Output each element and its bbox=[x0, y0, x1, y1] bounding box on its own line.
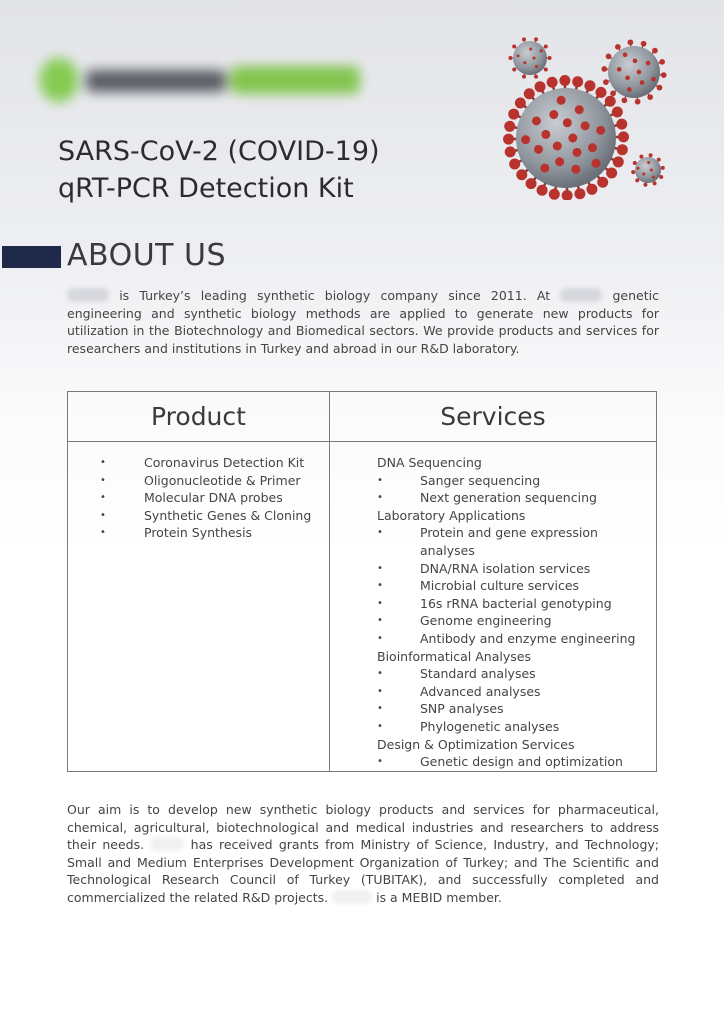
service-group-title: DNA Sequencing bbox=[377, 455, 482, 470]
service-group-items bbox=[330, 524, 656, 647]
document-title bbox=[58, 133, 478, 207]
products-services-table bbox=[67, 391, 657, 772]
aim-text-3: is a MEBID member. bbox=[376, 889, 502, 905]
service-group-title: Bioinformatical Analyses bbox=[377, 648, 531, 664]
company-logo bbox=[40, 52, 370, 112]
coronavirus-illustration-icon bbox=[500, 30, 670, 200]
service-list-item: • Microbial culture services bbox=[330, 577, 656, 595]
redacted-name bbox=[332, 890, 372, 904]
service-list-item: • DNA/RNA isolation services bbox=[330, 560, 656, 578]
service-list-item: • 16s rRNA bacterial genotyping bbox=[330, 595, 656, 613]
aim-text-2: has received grants from Ministry of Science, Industry, and Technology; Small and Medium Enterprises Development Organization of Turkey; and The Scientific and Technological Research Council of Turkey (TUBITAK), and successfully completed and commercialized the related R&D projects. bbox=[67, 837, 659, 905]
logo-mark-icon bbox=[40, 58, 78, 102]
section-accent-bar bbox=[2, 246, 61, 268]
service-list-item: • Advanced analyses bbox=[330, 683, 656, 701]
service-group-items bbox=[330, 665, 656, 735]
service-list-item: • Protein and gene expression analyses bbox=[330, 524, 656, 559]
services-list bbox=[330, 454, 656, 771]
product-list-item: • Oligonucleotide & Primer bbox=[68, 472, 329, 490]
service-group-items bbox=[330, 472, 656, 507]
about-heading: ABOUT US bbox=[67, 238, 227, 273]
product-list-item: • Coronavirus Detection Kit bbox=[68, 454, 329, 472]
service-list-item: • Standard analyses bbox=[330, 665, 656, 683]
about-text-1: is Turkey’s leading synthetic biology company since 2011. At bbox=[119, 288, 551, 303]
service-list-item: • Phylogenetic analyses bbox=[330, 718, 656, 736]
product-list-item: • Molecular DNA probes bbox=[68, 489, 329, 507]
title-line-1: SARS-CoV-2 (COVID-19) bbox=[58, 136, 380, 167]
logo-text-dark bbox=[86, 70, 226, 92]
about-text-2: genetic engineering and synthetic biology methods are applied to generate new products for utilization in the Biotechnology and Biomedical sectors. We provide products and services for researchers and institutions in Turkey and abroad in our R&D laboratory. bbox=[67, 288, 659, 356]
redacted-name bbox=[67, 288, 109, 302]
aim-text-1: Our aim is to develop new synthetic biology products and services for pharmaceutical, chemical, agricultural, biotechnological and medical industries and researchers to address their needs. bbox=[67, 802, 659, 852]
redacted-name bbox=[560, 288, 602, 302]
product-list-item: • Protein Synthesis bbox=[68, 524, 329, 542]
service-list-item: • Next generation sequencing bbox=[330, 489, 656, 507]
logo-text-green bbox=[230, 66, 360, 94]
product-list bbox=[68, 454, 329, 542]
product-column-header: Product bbox=[68, 392, 330, 442]
services-column-header: Services bbox=[330, 392, 657, 442]
service-list-item: • Genetic design and optimization bbox=[330, 753, 656, 771]
service-group-title: Laboratory Applications bbox=[377, 507, 526, 523]
service-list-item: • Sanger sequencing bbox=[330, 472, 656, 490]
product-list-cell bbox=[68, 442, 330, 772]
redacted-name bbox=[150, 837, 184, 851]
service-list-item: • Antibody and enzyme engineering bbox=[330, 630, 656, 648]
title-line-2: qRT-PCR Detection Kit bbox=[58, 173, 354, 204]
service-group-items bbox=[330, 753, 656, 771]
services-list-cell bbox=[330, 442, 657, 772]
about-paragraph bbox=[67, 287, 659, 357]
product-list-item: • Synthetic Genes & Cloning bbox=[68, 507, 329, 525]
aim-paragraph bbox=[67, 801, 659, 906]
service-list-item: • SNP analyses bbox=[330, 700, 656, 718]
service-group-title: Design & Optimization Services bbox=[377, 736, 575, 752]
service-list-item: • Genome engineering bbox=[330, 612, 656, 630]
